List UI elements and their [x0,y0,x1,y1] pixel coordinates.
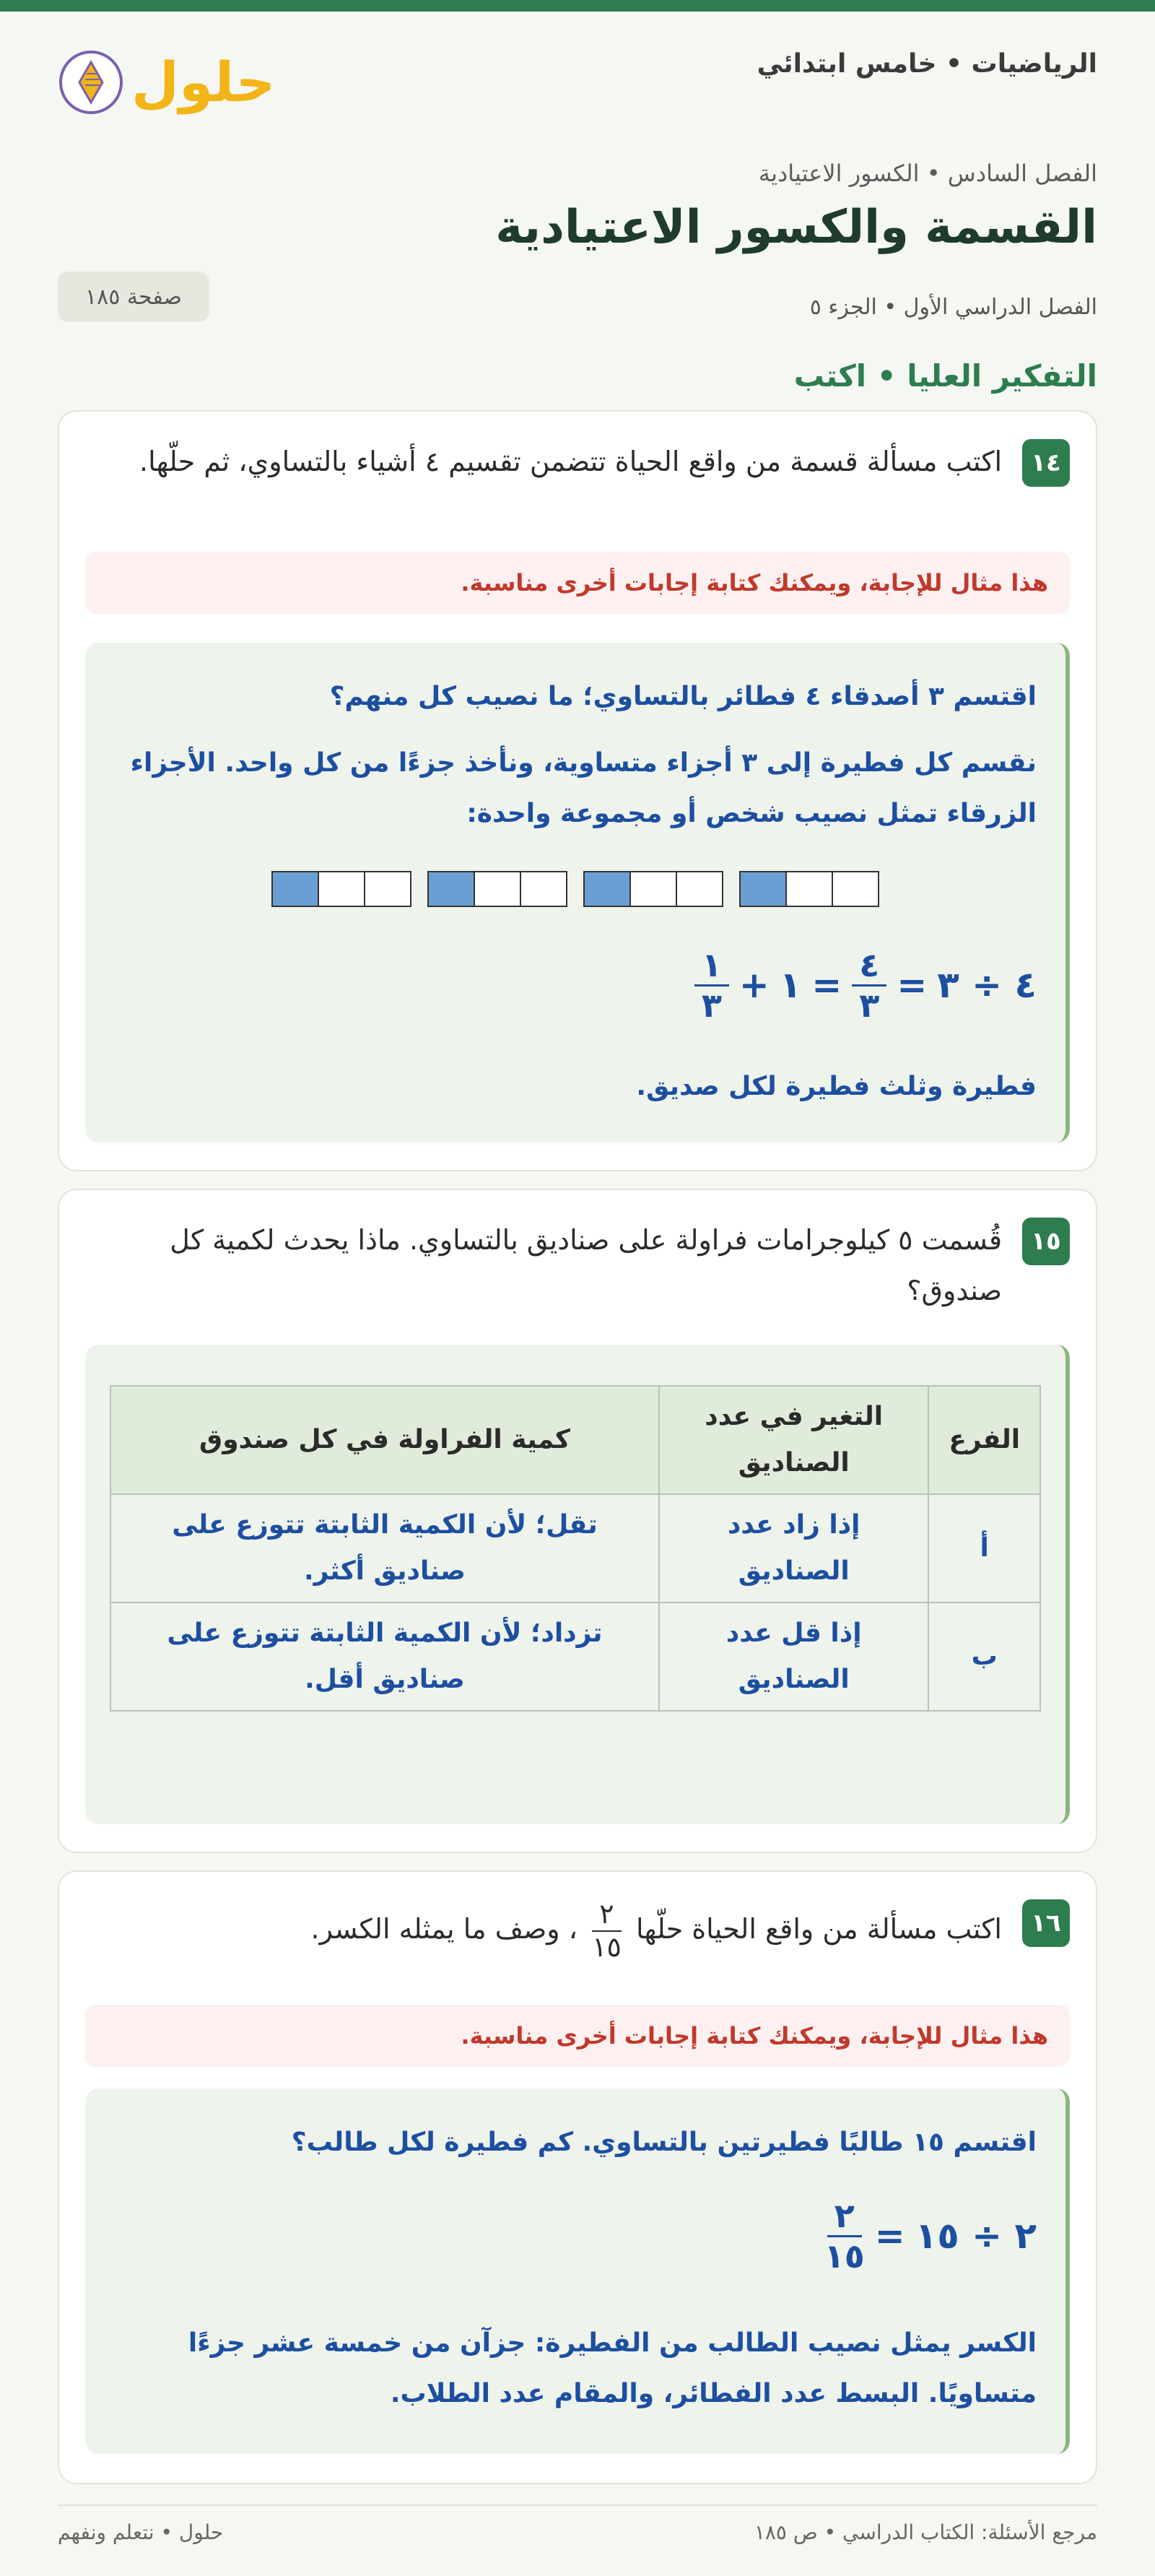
fraction-numerator: ٢ [592,1899,621,1932]
equation-lhs: ٤ ÷ ٣ [937,964,1037,1007]
question-number: ١٥ [1022,1218,1070,1265]
bar-segment-filled [741,872,787,906]
question-fraction [592,1899,622,1963]
footer-source: مرجع الأسئلة: الكتاب الدراسي • ص ١٨٥ [754,2520,1097,2544]
table-cell: تزداد؛ لأن الكمية الثابتة تتوزع على صناديق أقل. [110,1603,659,1711]
fraction-numerator: ٤ [852,946,886,986]
book-logo-icon [58,49,124,116]
logo-wordmark: حلول [131,50,276,114]
bar-segment [365,872,410,906]
fraction-numerator: ١ [694,946,729,986]
question-card-14 [58,410,1097,1171]
table-row [110,1494,1040,1603]
bar-segment [521,872,566,906]
answer-problem: اقتسم ٣ أصدقاء ٤ فطائر بالتساوي؛ ما نصيب كل منهم؟ [329,682,1037,711]
question-card-15 [58,1189,1097,1853]
question-number: ١٦ [1022,1899,1070,1947]
fraction-bar [271,871,411,907]
bar-segment-filled [429,872,475,906]
breadcrumb: الفصل السادس • الكسور الاعتيادية [758,160,1097,187]
bar-segment [833,872,878,906]
answer-box [85,1345,1070,1824]
equals-sign: = [897,964,928,1007]
table-cell: إذا قل عدد الصناديق [659,1603,929,1711]
table-row [110,1603,1040,1711]
answer-conclusion: فطيرة وثلث فطيرة لكل صديق. [636,1072,1037,1101]
header [58,12,1097,156]
fraction-denominator: ٣ [701,985,722,1025]
bar-segment [631,872,677,906]
answer-explanation: نقسم كل فطيرة إلى ٣ أجزاء متساوية، ونأخذ جزءًا من كل واحد. الأجزاء الزرقاء تمثل نصيب شخص أو مجموعة واحدة: [130,748,1037,828]
footer-divider [58,2505,1097,2506]
question-card-16 [58,1870,1097,2484]
fraction-denominator: ١٥ [824,2236,865,2276]
bar-segment-filled [585,872,631,906]
question-text-start: اكتب مسألة من واقع الحياة حلّها [636,1913,1002,1945]
answer-box [85,2089,1070,2454]
plus-sign: + [738,964,770,1007]
question-text: قُسمت ٥ كيلوجرامات فراولة على صناديق بالتساوي. ماذا يحدث لكمية كل صندوق؟ [170,1224,1002,1306]
logo[interactable] [58,49,275,116]
fraction-result [824,2197,865,2276]
top-accent-bar [0,0,1155,12]
equals-sign: = [811,964,842,1007]
fraction-bar [739,871,879,907]
table-header: التغير في عدد الصناديق [659,1386,929,1494]
question-text [85,1896,1002,1963]
table-header-row [110,1386,1040,1494]
fraction-bar [583,871,723,907]
page [58,12,1097,2408]
page-number-badge: صفحة ١٨٥ [58,272,209,322]
answer-problem: اقتسم ١٥ طالبًا فطيرتين بالتساوي. كم فطيرة لكل طالب؟ [291,2128,1037,2157]
question-number: ١٤ [1022,439,1070,487]
fraction-denominator: ١٥ [592,1930,622,1963]
table-cell: ب [928,1603,1040,1711]
answer-table [110,1385,1041,1712]
section-heading: التفكير العليا • اكتب [793,358,1097,394]
division-equation [694,946,1037,1025]
answer-box [85,643,1070,1142]
fraction-numerator: ٢ [827,2197,862,2237]
table-cell: إذا زاد عدد الصناديق [659,1494,929,1603]
bar-segment-filled [273,872,319,906]
bar-segment [319,872,365,906]
answer-explanation: الكسر يمثل نصيب الطالب من الفطيرة: جزآن من خمسة عشر جزءًا متساويًا. البسط عدد الفطائر، والمقام عدد الطلاب. [188,2328,1037,2408]
footer-tagline: حلول • نتعلم ونفهم [58,2520,224,2544]
page-title: القسمة والكسور الاعتيادية [495,201,1097,254]
answer-note: هذا مثال للإجابة، ويمكنك كتابة إجابات أخرى مناسبة. [85,2005,1070,2067]
term-label: الفصل الدراسي الأول • الجزء ٥ [809,295,1097,320]
whole-number: ١ [779,964,802,1007]
table-cell: أ [928,1494,1040,1603]
brand-subject: الرياضيات • خامس ابتدائي [757,49,1097,79]
bar-segment [677,872,722,906]
fraction-proper [694,946,729,1025]
equals-sign: = [874,2215,905,2258]
table-cell: تقل؛ لأن الكمية الثابتة تتوزع على صناديق أكثر. [110,1494,659,1603]
table-header: كمية الفراولة في كل صندوق [110,1386,659,1494]
division-equation [824,2197,1037,2276]
question-text-end: ، وصف ما يمثله الكسر. [310,1913,578,1945]
bar-segment [787,872,833,906]
fraction-denominator: ٣ [859,985,880,1025]
equation-lhs: ٢ ÷ ١٥ [915,2215,1037,2258]
fraction-improper [852,946,886,1025]
question-text: اكتب مسألة قسمة من واقع الحياة تتضمن تقسيم ٤ أشياء بالتساوي، ثم حلّها. [139,446,1002,477]
bar-segment [475,872,521,906]
fraction-bars [85,871,1065,907]
table-header: الفرع [928,1386,1040,1494]
fraction-bar [427,871,567,907]
answer-note: هذا مثال للإجابة، ويمكنك كتابة إجابات أخرى مناسبة. [85,552,1070,614]
